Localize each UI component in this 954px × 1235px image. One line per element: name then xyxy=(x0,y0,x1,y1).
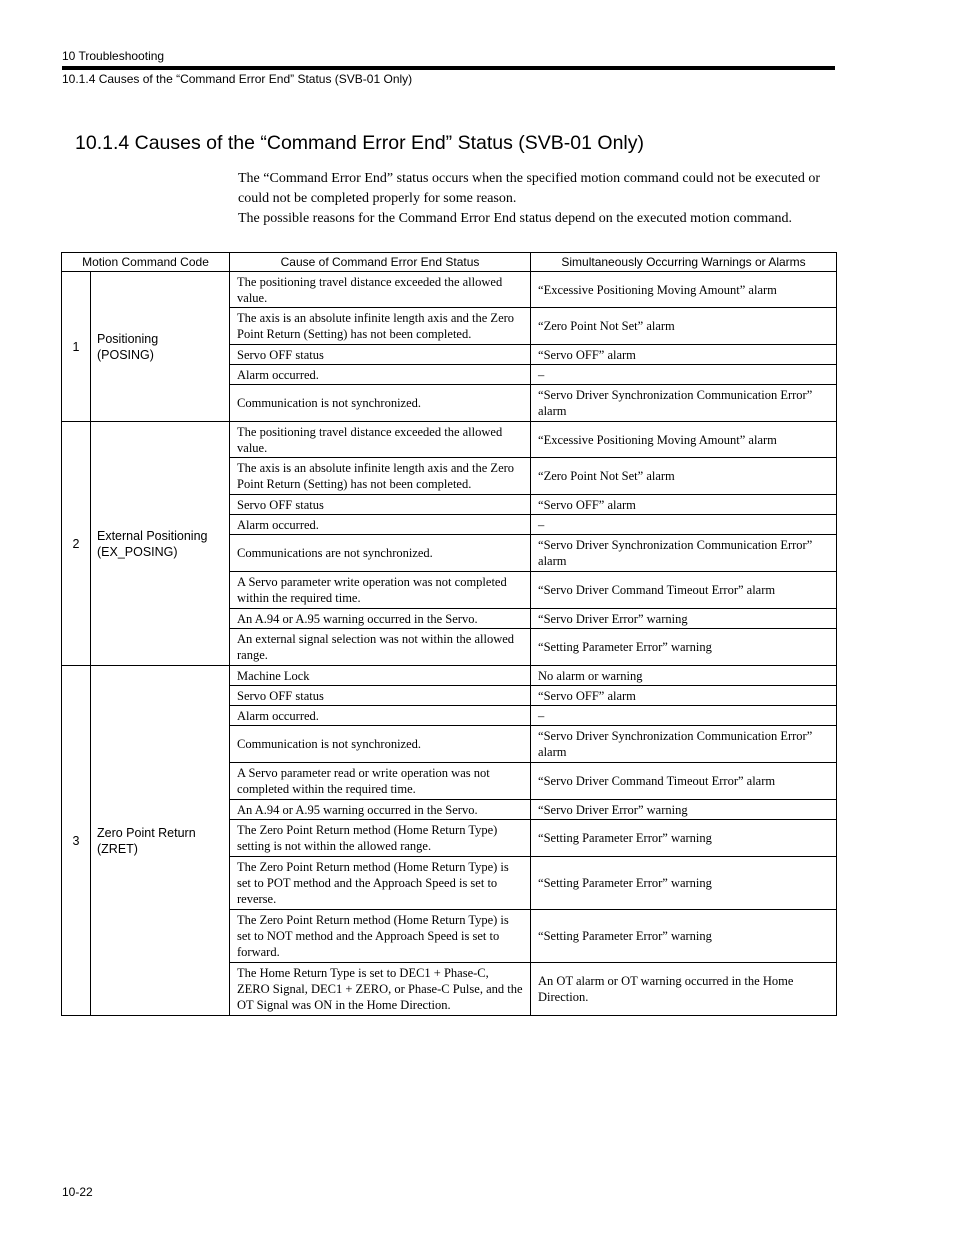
causes-table-body xyxy=(62,272,837,1016)
command-number: 3 xyxy=(62,666,91,1016)
alarm-cell: – xyxy=(531,515,837,535)
command-name: Positioning (POSING) xyxy=(91,272,230,422)
cause-cell: The Zero Point Return method (Home Return Type) setting is not within the allowed range. xyxy=(230,820,531,857)
cause-cell: The Zero Point Return method (Home Return Type) is set to NOT method and the Approach Speed is set to forward. xyxy=(230,910,531,963)
alarm-cell: No alarm or warning xyxy=(531,666,837,686)
alarm-cell: “Servo OFF” alarm xyxy=(531,495,837,515)
cause-cell: The axis is an absolute infinite length axis and the Zero Point Return (Setting) has not been completed. xyxy=(230,308,531,345)
alarm-cell: “Setting Parameter Error” warning xyxy=(531,910,837,963)
intro-paragraph: The “Command Error End” status occurs when the specified motion command could not be executed or could not be completed properly for some reason. xyxy=(238,171,820,206)
alarm-cell: “Servo OFF” alarm xyxy=(531,686,837,706)
cause-cell: A Servo parameter write operation was not completed within the required time. xyxy=(230,572,531,609)
alarm-cell: “Excessive Positioning Moving Amount” alarm xyxy=(531,272,837,308)
alarm-cell: “Servo Driver Command Timeout Error” alarm xyxy=(531,572,837,609)
header-rule xyxy=(62,66,835,70)
cause-cell: The positioning travel distance exceeded the allowed value. xyxy=(230,422,531,458)
cause-cell: An A.94 or A.95 warning occurred in the Servo. xyxy=(230,800,531,820)
header-cause: Cause of Command Error End Status xyxy=(230,253,531,272)
cause-cell: Servo OFF status xyxy=(230,345,531,365)
table-header-row xyxy=(62,253,837,272)
cause-cell: Servo OFF status xyxy=(230,686,531,706)
header-warnings-alarms: Simultaneously Occurring Warnings or Alarms xyxy=(531,253,837,272)
cause-cell: The Home Return Type is set to DEC1 + Phase-C, ZERO Signal, DEC1 + ZERO, or Phase-C Pulse, and the OT Signal was ON in the Home Direction. xyxy=(230,963,531,1016)
table-row xyxy=(62,666,837,686)
cause-cell: An A.94 or A.95 warning occurred in the Servo. xyxy=(230,609,531,629)
cause-cell: Alarm occurred. xyxy=(230,365,531,385)
page-number: 10-22 xyxy=(62,1185,93,1199)
cause-cell: Alarm occurred. xyxy=(230,515,531,535)
cause-cell: An external signal selection was not within the allowed range. xyxy=(230,629,531,666)
running-header-section: 10.1.4 Causes of the “Command Error End” Status (SVB-01 Only) xyxy=(62,72,413,86)
intro-paragraph: The possible reasons for the Command Error End status depend on the executed motion command. xyxy=(238,211,793,226)
command-number: 2 xyxy=(62,422,91,666)
table-row xyxy=(62,422,837,458)
alarm-cell: “Setting Parameter Error” warning xyxy=(531,820,837,857)
alarm-cell: “Servo Driver Synchronization Communication Error” alarm xyxy=(531,535,837,572)
alarm-cell: – xyxy=(531,365,837,385)
command-name: Zero Point Return (ZRET) xyxy=(91,666,230,1016)
running-header-chapter: 10 Troubleshooting xyxy=(62,49,165,63)
cause-cell: The axis is an absolute infinite length axis and the Zero Point Return (Setting) has not been completed. xyxy=(230,458,531,495)
alarm-cell: “Servo Driver Error” warning xyxy=(531,609,837,629)
alarm-cell: “Servo OFF” alarm xyxy=(531,345,837,365)
cause-cell: Machine Lock xyxy=(230,666,531,686)
alarm-cell: An OT alarm or OT warning occurred in the Home Direction. xyxy=(531,963,837,1016)
alarm-cell: “Servo Driver Synchronization Communication Error” alarm xyxy=(531,385,837,422)
cause-cell: Communication is not synchronized. xyxy=(230,726,531,763)
cause-cell: Servo OFF status xyxy=(230,495,531,515)
alarm-cell: “Servo Driver Command Timeout Error” alarm xyxy=(531,763,837,800)
alarm-cell: “Setting Parameter Error” warning xyxy=(531,857,837,910)
cause-cell: The positioning travel distance exceeded the allowed value. xyxy=(230,272,531,308)
cause-cell: Communications are not synchronized. xyxy=(230,535,531,572)
cause-cell: Alarm occurred. xyxy=(230,706,531,726)
command-name: External Positioning (EX_POSING) xyxy=(91,422,230,666)
alarm-cell: “Excessive Positioning Moving Amount” alarm xyxy=(531,422,837,458)
intro-text xyxy=(238,169,838,229)
alarm-cell: “Servo Driver Error” warning xyxy=(531,800,837,820)
alarm-cell: “Servo Driver Synchronization Communication Error” alarm xyxy=(531,726,837,763)
cause-cell: Communication is not synchronized. xyxy=(230,385,531,422)
cause-cell: The Zero Point Return method (Home Return Type) is set to POT method and the Approach Speed is set to reverse. xyxy=(230,857,531,910)
alarm-cell: “Zero Point Not Set” alarm xyxy=(531,458,837,495)
alarm-cell: – xyxy=(531,706,837,726)
causes-table xyxy=(61,252,837,1016)
cause-cell: A Servo parameter read or write operation was not completed within the required time. xyxy=(230,763,531,800)
alarm-cell: “Zero Point Not Set” alarm xyxy=(531,308,837,345)
alarm-cell: “Setting Parameter Error” warning xyxy=(531,629,837,666)
table-row xyxy=(62,272,837,308)
header-motion-command-code: Motion Command Code xyxy=(62,253,230,272)
section-title: 10.1.4 Causes of the “Command Error End” Status (SVB-01 Only) xyxy=(75,132,644,154)
command-number: 1 xyxy=(62,272,91,422)
